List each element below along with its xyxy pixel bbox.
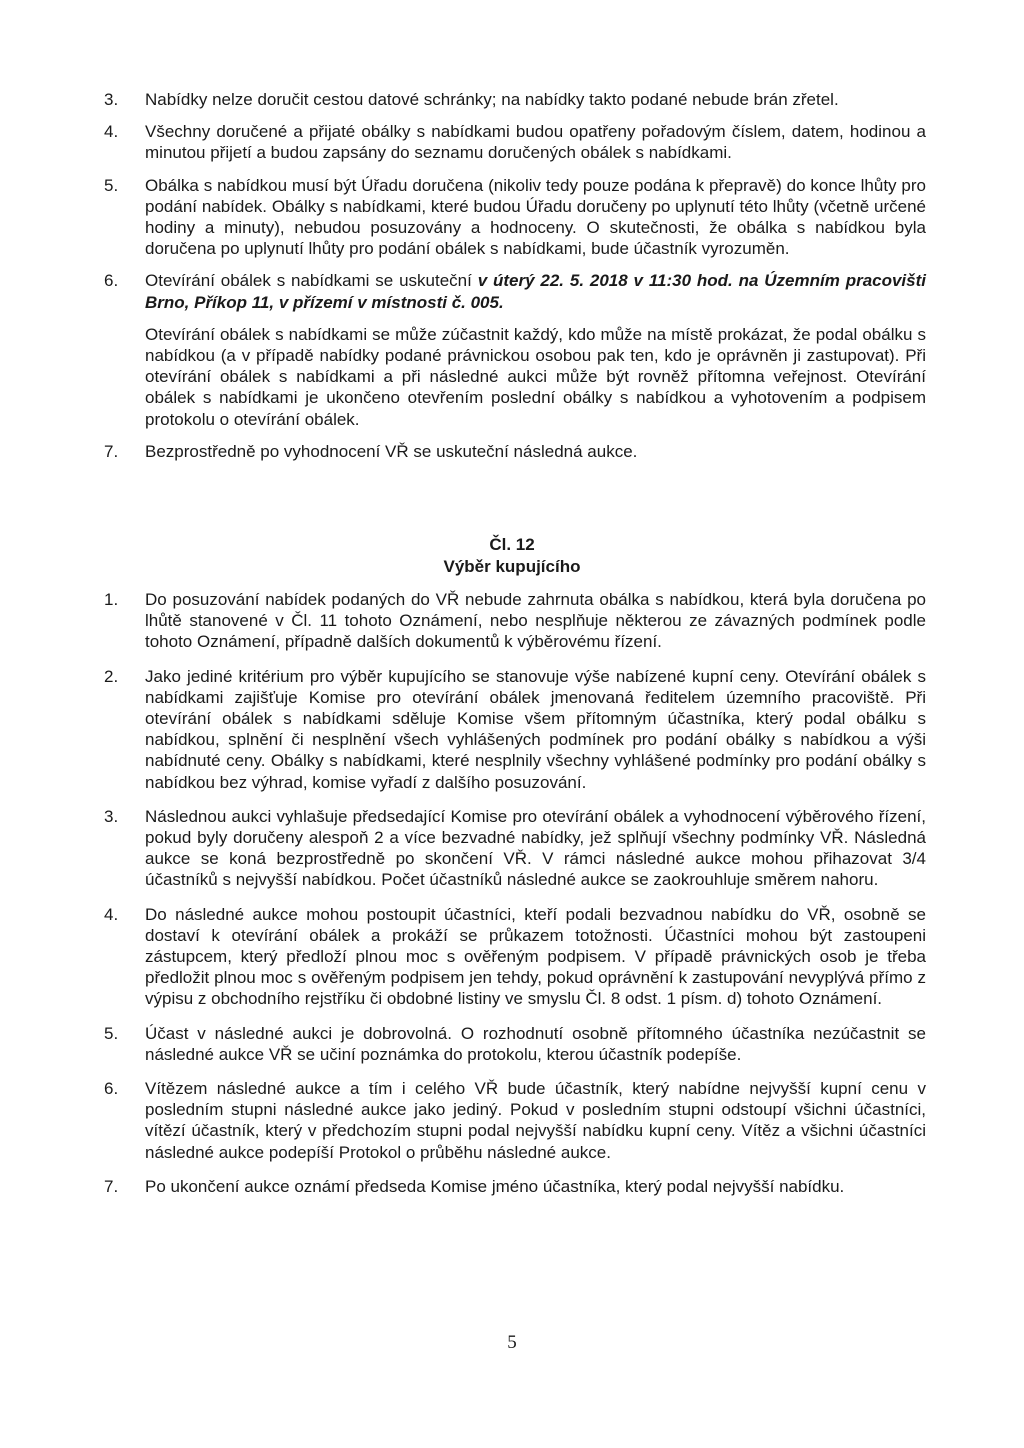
list-item (104, 666, 926, 793)
list-item (104, 1023, 926, 1065)
item-text: Nabídky nelze doručit cestou datové schránky; na nabídky takto podané nebude brán zřetel. (145, 90, 839, 109)
buyer-selection-list (104, 589, 926, 1197)
item-number: 3. (104, 806, 119, 826)
article-title: Výběr kupujícího (443, 557, 581, 576)
item-paragraph: Otevírání obálek s nabídkami se může zúčastnit každý, kdo může na místě prokázat, že podal obálku s nabídkou (a v případě nabídky podané právnickou osobou pak ten, kdo je oprávněn ji zastupovat). Při otevírání obálek s nabídkami a při následné aukci může být rovněž přítomna veřejnost. Otevírání obálek s nabídkami je ukončeno otevřením poslední obálky s nabídkou a vyhotovením a podpisem protokolu o otevírání obálek. (145, 324, 926, 429)
list-item (104, 270, 926, 429)
item-number: 2. (104, 666, 119, 686)
item-text-lead: Otevírání obálek s nabídkami se uskuteční (145, 271, 478, 291)
item-number: 6. (104, 1079, 119, 1099)
item-number: 4. (104, 122, 119, 142)
item-number: 7. (104, 441, 119, 461)
item-number: 7. (104, 1176, 119, 1196)
item-number: 5. (104, 1023, 119, 1043)
item-text: Obálka s nabídkou musí být Úřadu doručena (nikoliv tedy pouze podána k přepravě) do konce lhůty pro podání nabídek. Obálky s nabídkami, které budou Úřadu doručeny po uplynutí této lhůty (včetně určené hodiny a minuty), nebudou posuzovány a hodnoceny. O skutečnosti, že obálka s nabídkou byla doručena po uplynutí lhůty pro podání obálek s nabídkami, bude účastník vyrozuměn. (145, 175, 926, 259)
item-text: Vítězem následné aukce a tím i celého VŘ bude účastník, který nabídne nejvyšší kupní cenu v posledním stupni následné aukce jako jediný. Pokud v posledním stupni odstoupí všichni účastníci, vítězí účastník, který v předchozím stupni podal nejvyšší nabídku kupní ceny. Vítěz a všichni účastníci následné aukce podepíší Protokol o průběhu následné aukce. (145, 1079, 926, 1162)
list-item (104, 121, 926, 163)
list-item (104, 806, 926, 891)
page-number: 5 (507, 1332, 517, 1353)
list-item (104, 589, 926, 653)
list-item (104, 441, 926, 462)
item-text: Jako jediné kritérium pro výběr kupujícího se stanovuje výše nabízené kupní ceny. Otevírání obálek s nabídkami zajišťuje Komise pro otevírání obálek jmenovaná ředitelem územního pracoviště. Při otevírání obálek s nabídkami sděluje Komise všem přítomným účastníka, který podal obálku s nabídkou, splnění či nesplnění všech vyhlášených podmínek pro podání obálky s nabídkou a výši nabídnuté ceny. Obálky s nabídkami, které nesplnily všechny vyhlášené podmínky pro podání obálky s nabídkou bez výhrad, komise vyřadí z dalšího posuzování. (145, 666, 926, 792)
item-text: Do posuzování nabídek podaných do VŘ nebude zahrnuta obálka s nabídkou, která byla doručena po lhůtě stanovené v Čl. 11 tohoto Oznámení, nebo nesplňuje některou ze závazných podmínek podle tohoto Oznámení, případně dalších dokumentů k výběrovému řízení. (145, 590, 926, 652)
list-item (104, 1078, 926, 1163)
list-item (104, 904, 926, 1010)
item-number: 6. (104, 271, 119, 291)
list-item (104, 89, 926, 110)
item-text (145, 270, 926, 312)
item-text: Do následné aukce mohou postoupit účastníci, kteří podali bezvadnou nabídku do VŘ, osobně se dostaví k otevírání obálek a prokáží se průkazem totožnosti. Účastníci mohou být zastoupeni zástupcem, který předloží plnou moc s ověřeným podpisem. V případě právnických osob je třeba předložit plnou moc s ověřeným podpisem jen tehdy, pokud oprávnění k zastupování nevyplývá přímo z výpisu z obchodního rejstříku či obdobné listiny ve smyslu Čl. 8 odst. 1 písm. d) tohoto Oznámení. (145, 904, 926, 1009)
list-item (104, 1176, 926, 1197)
opening-date-location: v úterý 22. 5. 2018 v 11:30 hod. na Územním pracovišti Brno, Příkop 11, v přízemí v místnosti č. 005. (145, 271, 926, 312)
item-text: Bezprostředně po vyhodnocení VŘ se uskuteční následná aukce. (145, 441, 638, 461)
item-number: 3. (104, 90, 119, 109)
item-text: Všechny doručené a přijaté obálky s nabídkami budou opatřeny pořadovým číslem, datem, hodinou a minutou přijetí a budou zapsány do seznamu doručených obálek s nabídkami. (145, 122, 926, 163)
item-text: Po ukončení aukce oznámí předseda Komise jméno účastníka, který podal nejvyšší nabídku. (145, 1176, 845, 1196)
item-text: Následnou aukci vyhlašuje předsedající Komise pro otevírání obálek a vyhodnocení výběrového řízení, pokud byly doručeny alespoň 2 a více bezvadné nabídky, jež splňují všechny podmínky VŘ. Následná aukce se koná bezprostředně po skončení VŘ. V rámci následné aukce mohou přihazovat 3/4 účastníků s nejvyšší nabídkou. Počet účastníků následné aukce se zaokrouhluje směrem nahoru. (145, 806, 926, 890)
article-number: Čl. 12 (489, 535, 535, 554)
conditions-list-continued (104, 89, 926, 462)
list-item (104, 175, 926, 260)
item-text: Účast v následné aukci je dobrovolná. O rozhodnutí osobně přítomného účastníka nezúčastnit se následné aukce VŘ se učiní poznámka do protokolu, kterou účastník podepíše. (145, 1023, 926, 1064)
item-number: 4. (104, 904, 119, 924)
item-number: 1. (104, 590, 119, 609)
item-number: 5. (104, 175, 119, 195)
